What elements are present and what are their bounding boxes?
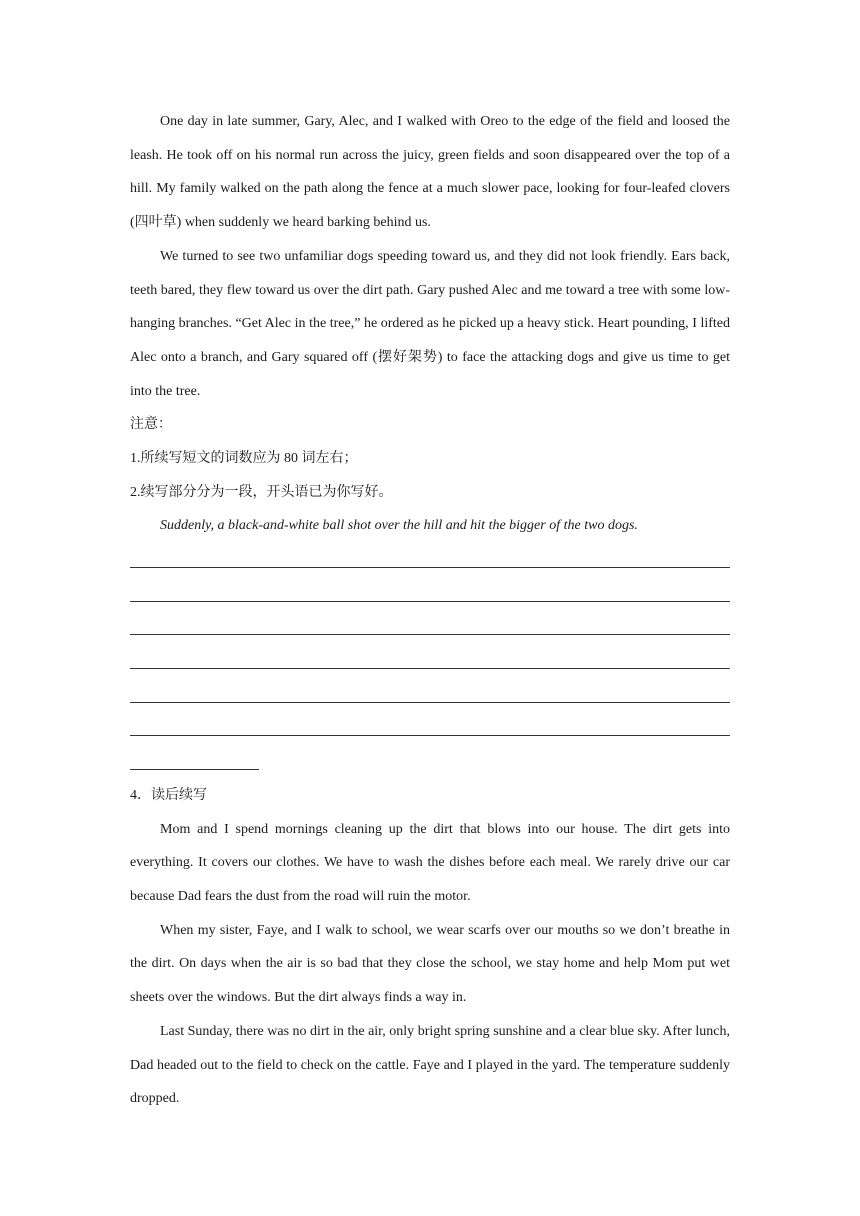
- answer-line[interactable]: [130, 678, 730, 712]
- answer-line[interactable]: [130, 543, 730, 577]
- answer-line[interactable]: [130, 712, 730, 746]
- document-page: [130, 105, 730, 1116]
- notes-item-2: 2.续写部分分为一段，开头语已为你写好。: [130, 484, 393, 500]
- answer-line[interactable]: [130, 644, 730, 678]
- passage1-paragraph-1: One day in late summer, Gary, Alec, and I walked with Oreo to the edge of the field and loosed the leash. He took off on his normal run across the juicy, green fields and soon disappeared over the top of a hill. My family walked on the path along the fence at a much slower pace, looking for four-leafed clovers (四叶草) when suddenly we heard barking behind us.: [130, 114, 730, 231]
- answer-line-short[interactable]: [130, 745, 730, 779]
- question4-heading: 4．读后续写: [130, 787, 207, 803]
- answer-line[interactable]: [130, 577, 730, 611]
- question4-paragraph-2: When my sister, Faye, and I walk to school, we wear scarfs over our mouths so we don’t breathe in the dirt. On days when the air is so bad that they close the school, we stay home and help Mom put wet sheets over the windows. But the dirt always finds a way in.: [130, 922, 730, 1006]
- writing-area[interactable]: [130, 543, 730, 779]
- continuation-starter: Suddenly, a black-and-white ball shot over the hill and hit the bigger of the two dogs.: [160, 518, 638, 534]
- notes-heading: 注意：: [130, 417, 172, 433]
- passage1-paragraph-2: We turned to see two unfamiliar dogs speeding toward us, and they did not look friendly. Ears back, teeth bared, they flew toward us over the dirt path. Gary pushed Alec and me toward a tree with some low-hanging branches. “Get Alec in the tree,” he ordered as he picked up a heavy stick. Heart pounding, I lifted Alec onto a branch, and Gary squared off (摆好架势) to face the attacking dogs and give us time to get into the tree.: [130, 248, 730, 399]
- notes-item-1: 1.所续写短文的词数应为 80 词左右；: [130, 451, 358, 467]
- question4-paragraph-3: Last Sunday, there was no dirt in the air, only bright spring sunshine and a clear blue sky. After lunch, Dad headed out to the field to check on the cattle. Faye and I played in the yard. The temperature suddenly dropped.: [130, 1023, 730, 1107]
- answer-line[interactable]: [130, 611, 730, 645]
- question4-paragraph-1: Mom and I spend mornings cleaning up the dirt that blows into our house. The dirt gets into everything. It covers our clothes. We have to wash the dishes before each meal. We rarely drive our car because Dad fears the dust from the road will ruin the motor.: [130, 821, 730, 905]
